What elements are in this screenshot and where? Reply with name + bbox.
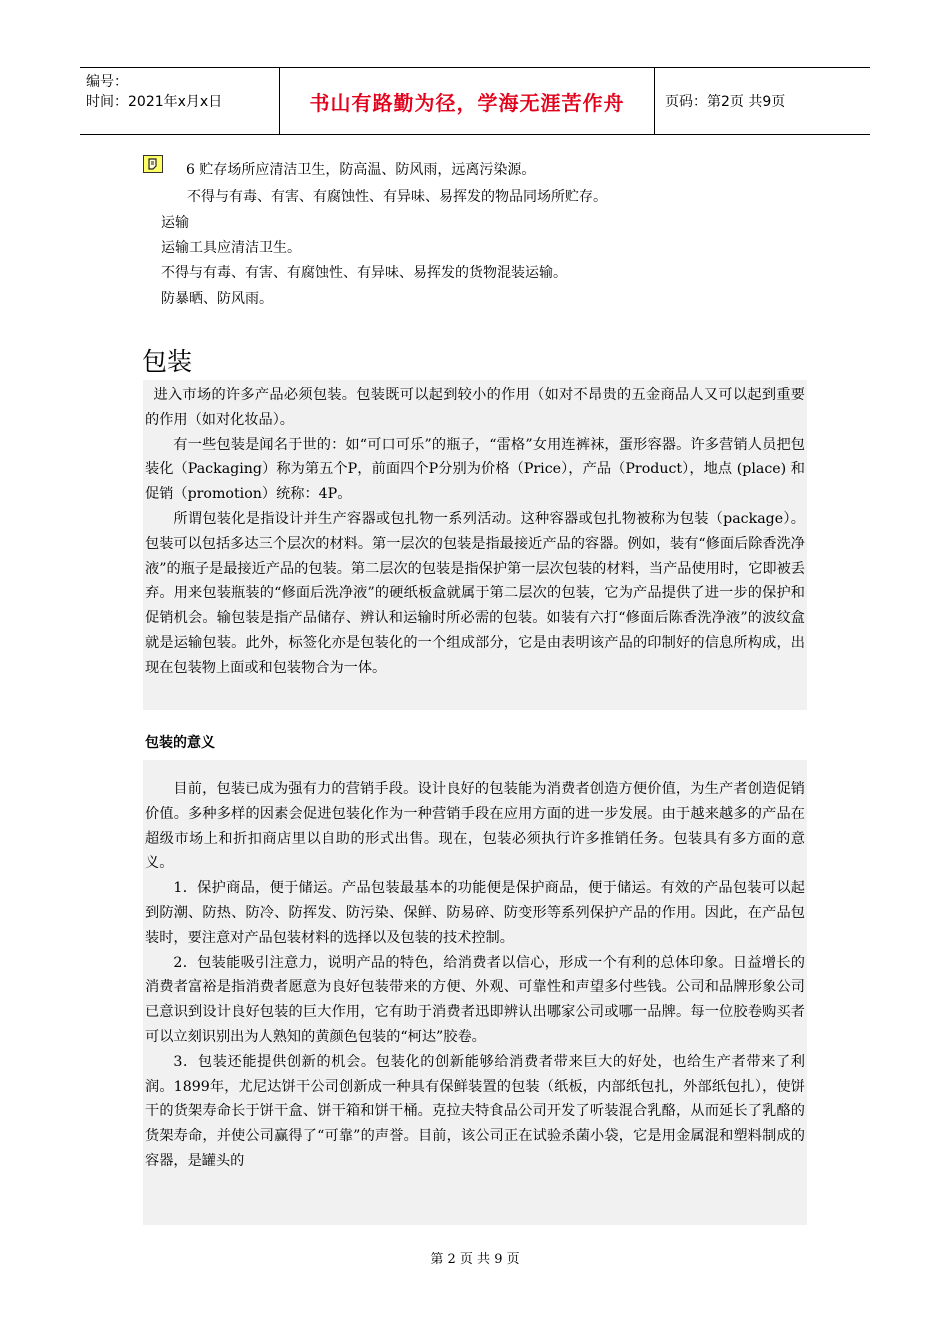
transport-line-1: 运输工具应清洁卫生。	[161, 240, 301, 256]
page-indicator: 页码：第2页 共9页	[665, 94, 786, 110]
intro-paragraph: 进入市场的许多产品必须包装。包装既可以起到较小的作用（如对不昂贵的五金商品人又可以起到重要的作用（如对化妆品）。	[145, 387, 805, 428]
meaning-paragraph: 1．保护商品，便于储运。产品包装最基本的功能便是保护商品，便于储运。有效的产品包装可以起到防潮、防热、防冷、防挥发、防污染、保鲜、防易碎、防变形等系列保护产品的作用。因此，在产品包装时，要注意对产品包装材料的选择以及包装的技术控制。	[145, 880, 805, 946]
transport-heading: 运输	[161, 215, 189, 231]
section-title: 包装	[142, 347, 193, 376]
intro-text	[145, 383, 805, 681]
intro-paragraph: 有一些包装是闻名于世的：如“可口可乐”的瓶子，“雷格”女用连裤袜，蛋形容器。许多营销人员把包装化（Packaging）称为第五个P，前面四个P分别为价格（Price），产品（Product），地点 (place) 和促销（promotion）统称：4P。	[145, 436, 805, 503]
meaning-text	[145, 777, 805, 1174]
transport-line-2: 不得与有毒、有害、有腐蚀性、有异味、易挥发的货物混装运输。	[161, 265, 567, 281]
meaning-paragraph: 目前，包装已成为强有力的营销手段。设计良好的包装能为消费者创造方便价值，为生产者创造促销价值。多种多样的因素会促进包装化作为一种营销手段在应用方面的进一步发展。由于越来越多的产品在超级市场上和折扣商店里以自助的形式出售。现在，包装必须执行许多推销任务。包装具有多方面的意义。	[145, 781, 805, 872]
meaning-paragraph: 3．包装还能提供创新的机会。包装化的创新能够给消费者带来巨大的好处，也给生产者带来了利润。1899年，尤尼达饼干公司创新成一种具有保鲜装置的包装（纸板，内部纸包扎，外部纸包扎），使饼干的货架寿命长于饼干盒、饼干箱和饼干桶。克拉夫特食品公司开发了听装混合乳酪，从而延长了乳酪的货架寿命，并使公司赢得了“可靠”的声誉。目前，该公司正在试验杀菌小袋，它是用金属混和塑料制成的容器，是罐头的	[145, 1053, 805, 1169]
storage-line: 6 贮存场所应清洁卫生，防高温、防风雨，远离污染源。	[186, 162, 536, 178]
header-info-cell	[80, 68, 280, 134]
storage-restriction-line: 不得与有毒、有害、有腐蚀性、有异味、易挥发的物品同场所贮存。	[187, 189, 607, 205]
page-footer: 第 2 页 共 9 页	[430, 1252, 520, 1267]
subsection-title: 包装的意义	[145, 735, 215, 751]
motto: 书山有路勤为径，学海无涯苦作舟	[280, 68, 655, 134]
transport-line-3: 防暴晒、防风雨。	[161, 291, 273, 307]
date-label: 时间：2021年x月x日	[86, 94, 223, 110]
document-header	[80, 67, 870, 135]
intro-paragraph: 所谓包装化是指设计并生产容器或包扎物一系列活动。这种容器或包扎物被称为包装（package）。包装可以包括多达三个层次的材料。第一层次的包装是指最接近产品的容器。例如，装有“修面后除香洗净液”的瓶子是最接近产品的包装。第二层次的包装是指保护第一层次包装的材料，当产品使用时，它即被丢弃。用来包装瓶装的“修面后洗净液”的硬纸板盒就属于第二层次的包装，它为产品提供了进一步的保护和促销机会。输包装是指产品储存、辨认和运输时所必需的包装。如装有六打“修面后陈香洗净液”的波纹盒就是运输包装。此外，标签化亦是包装化的一个组成部分，它是由表明该产品的印制好的信息所构成，出现在包装物上面或和包装物合为一体。	[145, 510, 805, 676]
number-label: 编号：	[86, 74, 128, 90]
meaning-paragraph: 2．包装能吸引注意力，说明产品的特色，给消费者以信心，形成一个有利的总体印象。日益增长的消费者富裕是指消费者愿意为良好包装带来的方便、外观、可靠性和声望多付些钱。公司和品牌形象公司已意识到设计良好包装的巨大作用，它有助于消费者迅即辨认出哪家公司或哪一品牌。每一位胶卷购买者可以立刻识别出为人熟知的黄颜色包装的“柯达”胶卷。	[145, 954, 805, 1045]
comment-note-icon[interactable]	[143, 155, 163, 173]
